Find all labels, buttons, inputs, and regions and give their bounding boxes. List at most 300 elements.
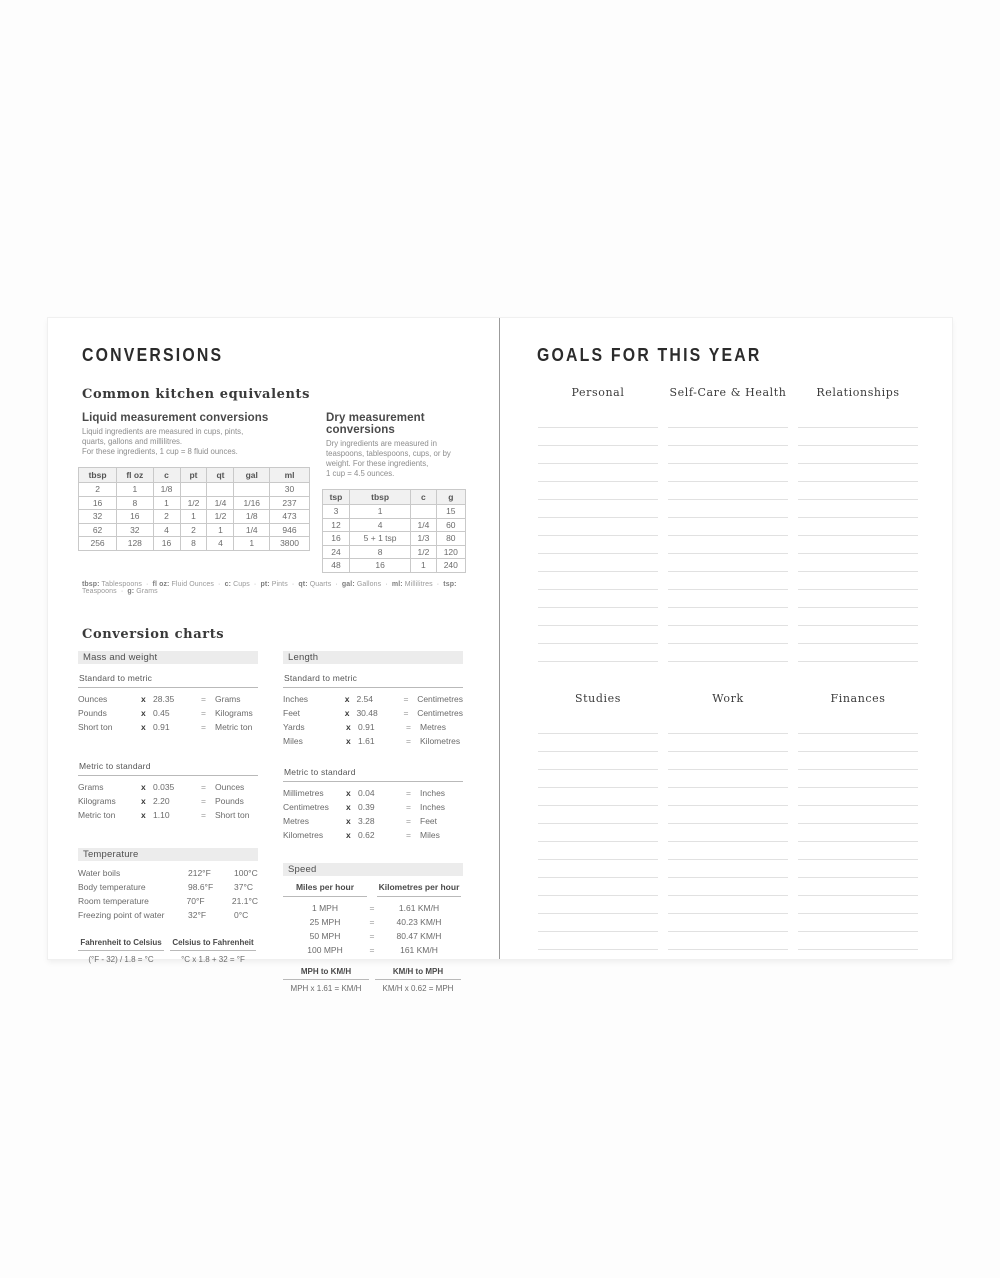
- multiply-symbol: x: [346, 787, 351, 798]
- conversion-row: [283, 734, 463, 748]
- conversion-unit-from: Kilometres: [283, 829, 324, 840]
- conversion-unit-from: Pounds: [78, 707, 107, 718]
- ruled-line: [668, 716, 788, 734]
- table-cell: [180, 483, 207, 497]
- conversion-unit-to: Short ton: [215, 809, 250, 820]
- ruled-line: [798, 824, 918, 842]
- temperature-fahrenheit: 70°F: [186, 895, 205, 906]
- table-cell: 8: [117, 496, 153, 510]
- ruled-line: [538, 482, 658, 500]
- formula-text: MPH x 1.61 = KM/H: [290, 983, 362, 993]
- liquid-conversions-block: [78, 412, 310, 573]
- table-cell: 2: [153, 510, 180, 524]
- table-row: [323, 545, 466, 559]
- equals-symbol: =: [406, 787, 411, 798]
- goal-column-self-care-health: [668, 386, 788, 662]
- ruled-line: [668, 464, 788, 482]
- temperature-celsius: 0°C: [234, 909, 249, 920]
- table-cell: 60: [436, 518, 465, 532]
- ruled-line: [538, 860, 658, 878]
- speed-mph-value: 50 MPH: [309, 930, 341, 941]
- ruled-line: [668, 518, 788, 536]
- ruled-line: [668, 590, 788, 608]
- ruled-line: [668, 860, 788, 878]
- conversion-factor: 0.62: [358, 829, 375, 840]
- equals-symbol: =: [201, 721, 206, 732]
- ruled-line: [538, 896, 658, 914]
- equals-symbol: =: [201, 795, 206, 806]
- formula-box: [375, 967, 461, 993]
- ruled-line: [798, 626, 918, 644]
- speed-block: [283, 863, 463, 993]
- table-cell: 1/2: [207, 510, 234, 524]
- table-cell: 256: [79, 537, 117, 551]
- liquid-conversions-table: [78, 467, 310, 551]
- conversion-charts-heading: Conversion charts: [82, 626, 225, 642]
- ruled-line: [538, 644, 658, 662]
- table-cell: 1/4: [207, 496, 234, 510]
- ruled-line: [798, 842, 918, 860]
- ruled-line: [798, 788, 918, 806]
- table-cell: [207, 483, 234, 497]
- description-line: teaspoons, tablespoons, cups, or by: [326, 449, 451, 458]
- ruled-line: [538, 770, 658, 788]
- equals-symbol: =: [406, 721, 411, 732]
- formula-box: [78, 938, 164, 964]
- table-cell: 237: [270, 496, 310, 510]
- formula-box: [283, 967, 369, 993]
- conversion-factor: 0.91: [358, 721, 375, 732]
- table-cell: 1: [349, 505, 410, 519]
- goal-column-header: Finances: [830, 692, 886, 705]
- table-header-cell: ml: [270, 468, 310, 483]
- dry-conversions-description: [326, 439, 466, 481]
- table-cell: 946: [270, 523, 310, 537]
- speed-row: [283, 943, 463, 957]
- table-row: [79, 537, 310, 551]
- temperature-row: [78, 908, 258, 922]
- conversion-row: [283, 692, 463, 706]
- table-cell: 1: [234, 537, 270, 551]
- temperature-formulas: [78, 938, 258, 964]
- table-header-cell: fl oz: [117, 468, 153, 483]
- footnote-abbr: g:: [127, 587, 135, 595]
- table-cell: 80: [436, 532, 465, 546]
- kitchen-columns: [78, 412, 470, 573]
- conversion-row: [283, 706, 463, 720]
- equals-symbol: =: [406, 801, 411, 812]
- ruled-line: [668, 644, 788, 662]
- table-cell: 8: [180, 537, 207, 551]
- ruled-line: [538, 932, 658, 950]
- speed-mph-value: 1 MPH: [312, 902, 338, 913]
- ruled-line: [538, 464, 658, 482]
- conversion-unit-from: Centimetres: [283, 801, 329, 812]
- formula-title: Celsius to Fahrenheit: [170, 938, 256, 951]
- footnote-abbr: tsp:: [443, 580, 457, 588]
- length-metric-rows: [283, 786, 463, 842]
- ruled-line: [668, 824, 788, 842]
- table-cell: 5 + 1 tsp: [349, 532, 410, 546]
- ruled-line: [798, 752, 918, 770]
- multiply-symbol: x: [344, 693, 350, 704]
- table-cell: 3: [323, 505, 350, 519]
- conversion-unit-from: Yards: [283, 721, 305, 732]
- table-cell: [234, 483, 270, 497]
- page-title-conversions: CONVERSIONS: [82, 345, 224, 365]
- speed-rows: [283, 901, 463, 957]
- ruled-line: [668, 608, 788, 626]
- table-cell: 2: [79, 483, 117, 497]
- conversion-factor: 2.20: [153, 795, 170, 806]
- goal-column-header: Personal: [571, 386, 625, 399]
- ruled-line: [668, 482, 788, 500]
- table-cell: 1/4: [411, 518, 436, 532]
- ruled-line: [798, 410, 918, 428]
- mass-standard-rows: [78, 692, 258, 734]
- conversion-unit-to: Centimetres: [417, 707, 464, 718]
- table-header-cell: pt: [180, 468, 207, 483]
- table-cell: [411, 505, 436, 519]
- table-cell: 473: [270, 510, 310, 524]
- conversion-unit-from: Feet: [283, 707, 301, 718]
- ruled-line: [798, 914, 918, 932]
- ruled-line: [538, 590, 658, 608]
- footnote-abbr: c:: [224, 580, 232, 588]
- goal-column-personal: [538, 386, 658, 662]
- equals-symbol: =: [406, 829, 411, 840]
- table-cell: 24: [323, 545, 350, 559]
- conversion-factor: 30.48: [356, 707, 378, 718]
- conversion-row: [283, 786, 463, 800]
- speed-row: [283, 915, 463, 929]
- speed-kmh-value: 80.47 KM/H: [396, 930, 442, 941]
- multiply-symbol: x: [346, 815, 351, 826]
- ruled-line: [538, 788, 658, 806]
- ruled-line: [668, 500, 788, 518]
- equals-symbol: =: [201, 809, 206, 820]
- speed-row: [283, 901, 463, 915]
- equals-symbol: =: [406, 735, 411, 746]
- table-row: [323, 532, 466, 546]
- ruled-line: [798, 806, 918, 824]
- conversion-unit-to: Kilometres: [420, 735, 461, 746]
- conversion-unit-from: Millimetres: [283, 787, 324, 798]
- ruled-line: [798, 734, 918, 752]
- table-cell: 120: [436, 545, 465, 559]
- conversion-row: [283, 814, 463, 828]
- ruled-line: [798, 428, 918, 446]
- ruled-line: [668, 428, 788, 446]
- speed-bar-title: Speed: [283, 863, 463, 876]
- abbreviations-footnote: tbsp: Tablespoons · fl oz: Fluid Ounces · c: Cups · pt: Pints · qt: Quarts · gal: Gallons · ml: Millilitres · tsp: Teaspoons · g: Grams: [82, 580, 457, 595]
- conversion-unit-to: Metric ton: [215, 721, 253, 732]
- conversion-row: [78, 720, 258, 734]
- speed-formulas: [283, 967, 463, 993]
- table-cell: 15: [436, 505, 465, 519]
- goal-column-studies: [538, 692, 658, 950]
- ruled-line: [668, 932, 788, 950]
- temperature-celsius: 37°C: [234, 881, 253, 892]
- table-row: [323, 518, 466, 532]
- conversion-unit-to: Metres: [420, 721, 446, 732]
- formula-box: [170, 938, 256, 964]
- conversion-factor: 0.45: [153, 707, 170, 718]
- conversion-row: [78, 692, 258, 706]
- goals-section-bottom: [538, 692, 922, 950]
- planner-spread: [48, 318, 952, 993]
- ruled-line: [798, 500, 918, 518]
- mass-metric-subtitle: Metric to standard: [78, 761, 258, 776]
- temperature-label: Freezing point of water: [78, 909, 165, 920]
- table-row: [323, 559, 466, 573]
- table-cell: 1/16: [234, 496, 270, 510]
- table-cell: 4: [349, 518, 410, 532]
- description-line: Dry ingredients are measured in: [326, 439, 437, 448]
- table-row: [79, 510, 310, 524]
- table-cell: 16: [153, 537, 180, 551]
- temperature-bar-title: Temperature: [78, 848, 258, 861]
- table-header-cell: c: [153, 468, 180, 483]
- equals-symbol: =: [403, 693, 409, 704]
- ruled-line: [538, 914, 658, 932]
- goal-column-work: [668, 692, 788, 950]
- ruled-line: [798, 518, 918, 536]
- conversion-row: [78, 794, 258, 808]
- multiply-symbol: x: [141, 809, 146, 820]
- conversion-row: [283, 800, 463, 814]
- charts-column-left: [78, 651, 258, 993]
- multiply-symbol: x: [346, 721, 351, 732]
- table-cell: 32: [117, 523, 153, 537]
- multiply-symbol: x: [346, 735, 351, 746]
- conversion-row: [78, 706, 258, 720]
- temperature-fahrenheit: 212°F: [188, 867, 211, 878]
- ruled-line: [538, 428, 658, 446]
- ruled-line: [538, 410, 658, 428]
- table-row: [79, 483, 310, 497]
- formula-text: °C x 1.8 + 32 = °F: [181, 954, 245, 964]
- speed-kmh-value: 1.61 KM/H: [398, 902, 440, 913]
- mass-metric-rows: [78, 780, 258, 822]
- ruled-line: [668, 770, 788, 788]
- conversions-page: [48, 318, 500, 993]
- speed-column-headers: [283, 882, 463, 897]
- table-cell: 1: [207, 523, 234, 537]
- table-row: [323, 505, 466, 519]
- goals-page: [500, 318, 952, 959]
- conversion-factor: 1.61: [358, 735, 375, 746]
- ruled-line: [538, 608, 658, 626]
- ruled-line: [798, 878, 918, 896]
- multiply-symbol: x: [141, 795, 146, 806]
- conversion-unit-to: Inches: [420, 801, 446, 812]
- ruled-line: [668, 626, 788, 644]
- description-line: For these ingredients, 1 cup = 8 fluid ounces.: [82, 447, 238, 456]
- ruled-line: [798, 572, 918, 590]
- equals-symbol: =: [201, 781, 206, 792]
- multiply-symbol: x: [141, 693, 146, 704]
- ruled-line: [798, 716, 918, 734]
- conversion-unit-to: Centimetres: [417, 693, 464, 704]
- conversion-unit-from: Ounces: [78, 693, 108, 704]
- goal-column-header: Relationships: [816, 386, 900, 399]
- temperature-label: Water boils: [78, 867, 121, 878]
- ruled-line: [538, 446, 658, 464]
- mass-weight-bar-title: Mass and weight: [78, 651, 258, 664]
- equals-symbol: =: [403, 707, 409, 718]
- table-cell: 4: [153, 523, 180, 537]
- kitchen-equivalents-heading: Common kitchen equivalents: [82, 387, 311, 402]
- conversion-unit-to: Kilograms: [215, 707, 253, 718]
- formula-text: (°F - 32) / 1.8 = °C: [88, 954, 154, 964]
- footnote-abbr: fl oz:: [152, 580, 170, 588]
- temperature-row: [78, 894, 258, 908]
- equals-symbol: =: [201, 693, 206, 704]
- ruled-line: [538, 536, 658, 554]
- conversion-unit-from: Grams: [78, 781, 104, 792]
- charts-grid: [78, 651, 470, 993]
- description-line: weight. For these ingredients,: [326, 459, 429, 468]
- ruled-line: [798, 644, 918, 662]
- ruled-line: [538, 572, 658, 590]
- description-line: quarts, gallons and millilitres.: [82, 437, 183, 446]
- conversion-row: [78, 780, 258, 794]
- table-cell: 1/2: [411, 545, 436, 559]
- ruled-line: [668, 788, 788, 806]
- formula-title: Fahrenheit to Celsius: [78, 938, 164, 951]
- speed-mph-value: 25 MPH: [309, 916, 341, 927]
- ruled-line: [668, 806, 788, 824]
- ruled-line: [668, 536, 788, 554]
- table-cell: 3800: [270, 537, 310, 551]
- equals-symbol: =: [369, 902, 375, 913]
- table-cell: 16: [117, 510, 153, 524]
- charts-column-right: [283, 651, 463, 993]
- speed-kmh-value: 40.23 KM/H: [396, 916, 442, 927]
- length-standard-subtitle: Standard to metric: [283, 673, 463, 688]
- footnote-abbr: gal:: [341, 580, 355, 588]
- ruled-line: [798, 896, 918, 914]
- table-cell: 16: [323, 532, 350, 546]
- speed-kmh-value: 161 KM/H: [400, 944, 438, 955]
- formula-title: MPH to KM/H: [283, 967, 369, 980]
- ruled-line: [538, 824, 658, 842]
- dry-conversions-table: [322, 489, 466, 573]
- ruled-line: [668, 896, 788, 914]
- page-title-goals: GOALS FOR THIS YEAR: [537, 345, 762, 365]
- ruled-line: [798, 860, 918, 878]
- conversion-factor: 0.035: [153, 781, 175, 792]
- dry-conversions-block: [322, 412, 466, 573]
- conversion-unit-from: Kilograms: [78, 795, 116, 806]
- speed-column-header: Kilometres per hour: [377, 882, 461, 897]
- conversion-row: [283, 828, 463, 842]
- conversion-unit-from: Metric ton: [78, 809, 116, 820]
- footnote-abbr: ml:: [391, 580, 403, 588]
- table-cell: 32: [79, 510, 117, 524]
- dry-conversions-title: Dry measurement conversions: [326, 412, 425, 436]
- conversion-factor: 0.39: [358, 801, 375, 812]
- mass-standard-subtitle: Standard to metric: [78, 673, 258, 688]
- table-row: [79, 496, 310, 510]
- conversion-factor: 3.28: [358, 815, 375, 826]
- length-metric-subtitle: Metric to standard: [283, 767, 463, 782]
- speed-column-header: Miles per hour: [283, 882, 367, 897]
- ruled-line: [798, 608, 918, 626]
- table-header-cell: gal: [234, 468, 270, 483]
- table-cell: 48: [323, 559, 350, 573]
- table-cell: 2: [180, 523, 207, 537]
- conversion-factor: 0.91: [153, 721, 170, 732]
- ruled-line: [668, 752, 788, 770]
- equals-symbol: =: [369, 930, 375, 941]
- ruled-line: [538, 878, 658, 896]
- ruled-line: [538, 518, 658, 536]
- table-header-cell: g: [436, 490, 465, 505]
- ruled-line: [798, 554, 918, 572]
- goal-column-header: Self-Care & Health: [669, 386, 787, 399]
- multiply-symbol: x: [141, 781, 146, 792]
- conversion-factor: 2.54: [356, 693, 373, 704]
- ruled-line: [538, 806, 658, 824]
- formula-title: KM/H to MPH: [375, 967, 461, 980]
- ruled-line: [668, 914, 788, 932]
- description-line: 1 cup = 4.5 ounces.: [326, 469, 395, 478]
- equals-symbol: =: [406, 815, 411, 826]
- ruled-line: [538, 752, 658, 770]
- table-cell: 1: [180, 510, 207, 524]
- conversion-unit-to: Grams: [215, 693, 241, 704]
- multiply-symbol: x: [141, 721, 146, 732]
- conversion-unit-to: Miles: [420, 829, 440, 840]
- conversion-row: [283, 720, 463, 734]
- liquid-conversions-description: [82, 427, 310, 459]
- conversion-factor: 1.10: [153, 809, 170, 820]
- equals-symbol: =: [369, 944, 375, 955]
- ruled-line: [668, 842, 788, 860]
- multiply-symbol: x: [346, 801, 351, 812]
- table-header-cell: tbsp: [349, 490, 410, 505]
- ruled-line: [798, 446, 918, 464]
- table-cell: 62: [79, 523, 117, 537]
- goals-grid: [538, 386, 922, 662]
- conversion-unit-to: Pounds: [215, 795, 244, 806]
- table-cell: 1: [153, 496, 180, 510]
- length-block: [283, 651, 463, 842]
- conversion-unit-to: Feet: [420, 815, 438, 826]
- temperature-label: Body temperature: [78, 881, 146, 892]
- ruled-line: [798, 482, 918, 500]
- ruled-line: [538, 554, 658, 572]
- multiply-symbol: x: [141, 707, 146, 718]
- conversion-factor: 0.04: [358, 787, 375, 798]
- ruled-line: [798, 536, 918, 554]
- liquid-conversions-title: Liquid measurement conversions: [82, 412, 269, 424]
- table-cell: 240: [436, 559, 465, 573]
- ruled-line: [668, 878, 788, 896]
- table-cell: 16: [79, 496, 117, 510]
- temperature-fahrenheit: 98.6°F: [188, 881, 214, 892]
- temperature-block: [78, 848, 258, 964]
- ruled-line: [668, 734, 788, 752]
- length-standard-rows: [283, 692, 463, 748]
- table-cell: 30: [270, 483, 310, 497]
- mass-weight-block: [78, 651, 258, 822]
- conversion-unit-from: Metres: [283, 815, 309, 826]
- footnote-abbr: pt:: [260, 580, 270, 588]
- ruled-line: [538, 716, 658, 734]
